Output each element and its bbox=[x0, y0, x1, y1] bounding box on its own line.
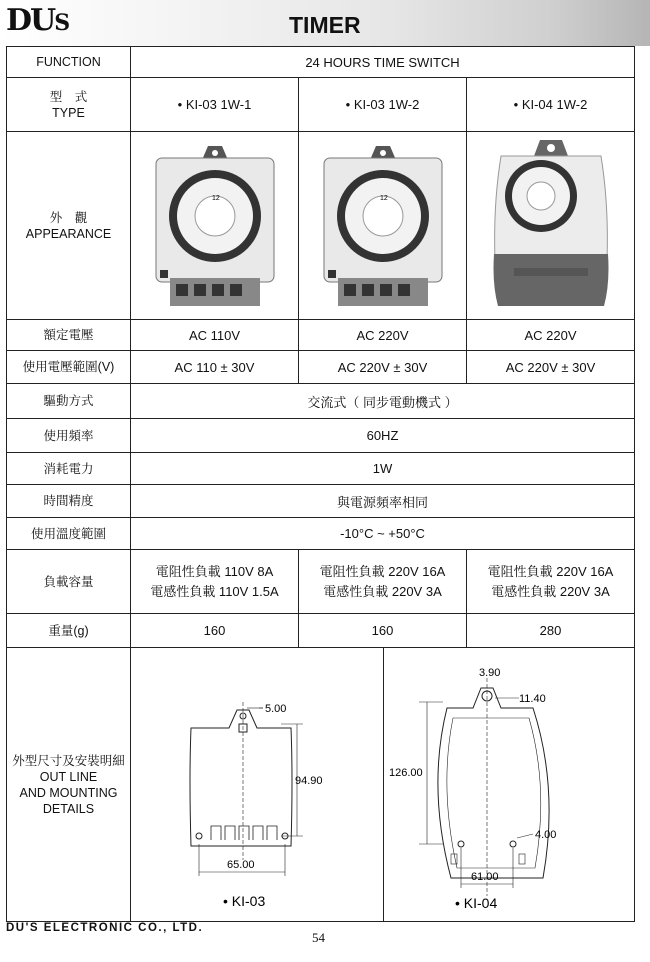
ki04-dim-hole: 4.00 bbox=[535, 829, 557, 841]
voltage-range-2: AC 220V ± 30V bbox=[299, 351, 467, 384]
function-label: FUNCTION bbox=[7, 47, 131, 78]
drive-value: 交流式（ 同步電動機式 ） bbox=[131, 384, 635, 419]
outline-label-en-1: OUT LINE bbox=[39, 769, 98, 784]
weight-label: 重量(g) bbox=[7, 614, 131, 648]
svg-text:12: 12 bbox=[211, 195, 220, 202]
photo-ki03-1 bbox=[131, 132, 299, 320]
rated-voltage-label: 額定電壓 bbox=[7, 320, 131, 351]
svg-text:12: 12 bbox=[379, 195, 388, 202]
ki03-outline-drawing bbox=[131, 648, 383, 922]
row-rated-voltage bbox=[7, 320, 635, 351]
rated-voltage-3: AC 220V bbox=[467, 320, 635, 351]
outline-label-zh: 外型尺寸及安裝明細 bbox=[12, 753, 125, 768]
company-name: DU'S ELECTRONIC CO., LTD. bbox=[6, 922, 204, 934]
ki03-dim-top: 5.00 bbox=[265, 703, 287, 715]
appearance-label-zh: 外 觀 bbox=[49, 210, 88, 225]
page-title: TIMER bbox=[289, 12, 361, 38]
function-value: 24 HOURS TIME SWITCH bbox=[131, 47, 635, 78]
type-2: • KI-03 1W-2 bbox=[299, 78, 467, 132]
temperature-value: -10°C ~ +50°C bbox=[131, 518, 635, 550]
appearance-label bbox=[7, 132, 131, 320]
voltage-range-3: AC 220V ± 30V bbox=[467, 351, 635, 384]
row-outline bbox=[7, 648, 635, 922]
row-weight bbox=[7, 614, 635, 648]
accuracy-value: 與電源頻率相同 bbox=[131, 485, 635, 518]
load-2-inductive: 電感性負載 220V 3A bbox=[323, 583, 442, 599]
type-label bbox=[7, 78, 131, 132]
accuracy-label: 時間精度 bbox=[7, 485, 131, 518]
power-value: 1W bbox=[131, 453, 635, 485]
load-1-resistive: 電阻性負載 110V 8A bbox=[155, 563, 274, 579]
ki03-dim-width: 65.00 bbox=[227, 859, 255, 871]
ki04-outline-drawing bbox=[383, 648, 635, 922]
frequency-label: 使用頻率 bbox=[7, 419, 131, 453]
ki03-dim-height: 94.90 bbox=[295, 775, 323, 787]
ki04-dim-width: 61.00 bbox=[471, 871, 499, 883]
timer-ki04-image bbox=[486, 134, 616, 314]
load-label: 負載容量 bbox=[7, 550, 131, 614]
row-voltage-range bbox=[7, 351, 635, 384]
drive-label: 驅動方式 bbox=[7, 384, 131, 419]
load-3 bbox=[467, 550, 635, 614]
timer-ki03-2-image bbox=[318, 138, 448, 310]
outline-drawings bbox=[131, 648, 635, 922]
appearance-label-en: APPEARANCE bbox=[25, 226, 112, 241]
row-drive bbox=[7, 384, 635, 419]
weight-1: 160 bbox=[131, 614, 299, 648]
row-function bbox=[7, 47, 635, 78]
type-1: • KI-03 1W-1 bbox=[131, 78, 299, 132]
row-type bbox=[7, 78, 635, 132]
photo-ki03-2 bbox=[299, 132, 467, 320]
row-frequency bbox=[7, 419, 635, 453]
load-2 bbox=[299, 550, 467, 614]
page-number: 54 bbox=[312, 930, 325, 945]
temperature-label: 使用溫度範圍 bbox=[7, 518, 131, 550]
ki04-dim-top: 3.90 bbox=[479, 667, 501, 679]
rated-voltage-2: AC 220V bbox=[299, 320, 467, 351]
load-1 bbox=[131, 550, 299, 614]
load-3-resistive: 電阻性負載 220V 16A bbox=[487, 563, 614, 579]
photo-ki04 bbox=[467, 132, 635, 320]
voltage-range-1: AC 110 ± 30V bbox=[131, 351, 299, 384]
page-header bbox=[0, 0, 650, 48]
type-3: • KI-04 1W-2 bbox=[467, 78, 635, 132]
ki03-caption: • KI-03 bbox=[223, 893, 266, 909]
type-label-en: TYPE bbox=[52, 105, 85, 120]
row-accuracy bbox=[7, 485, 635, 518]
weight-3: 280 bbox=[467, 614, 635, 648]
voltage-range-label: 使用電壓範圍(V) bbox=[7, 351, 131, 384]
spec-table bbox=[6, 46, 635, 922]
row-appearance bbox=[7, 132, 635, 320]
timer-ki03-1-image bbox=[150, 138, 280, 310]
row-temperature bbox=[7, 518, 635, 550]
power-label: 消耗電力 bbox=[7, 453, 131, 485]
type-label-zh: 型 式 bbox=[49, 89, 88, 104]
outline-label-en-2: AND MOUNTING bbox=[19, 785, 118, 800]
ki04-caption: • KI-04 bbox=[455, 895, 498, 911]
outline-label-en-3: DETAILS bbox=[42, 801, 95, 816]
frequency-value: 60HZ bbox=[131, 419, 635, 453]
load-3-inductive: 電感性負載 220V 3A bbox=[491, 583, 610, 599]
ki04-dim-top2: 11.40 bbox=[519, 693, 546, 705]
row-load bbox=[7, 550, 635, 614]
ki04-dim-height: 126.00 bbox=[389, 767, 423, 779]
outline-label bbox=[7, 648, 131, 922]
load-2-resistive: 電阻性負載 220V 16A bbox=[319, 563, 446, 579]
rated-voltage-1: AC 110V bbox=[131, 320, 299, 351]
weight-2: 160 bbox=[299, 614, 467, 648]
company-logo: DUS bbox=[6, 3, 69, 38]
row-power bbox=[7, 453, 635, 485]
load-1-inductive: 電感性負載 110V 1.5A bbox=[150, 583, 279, 599]
